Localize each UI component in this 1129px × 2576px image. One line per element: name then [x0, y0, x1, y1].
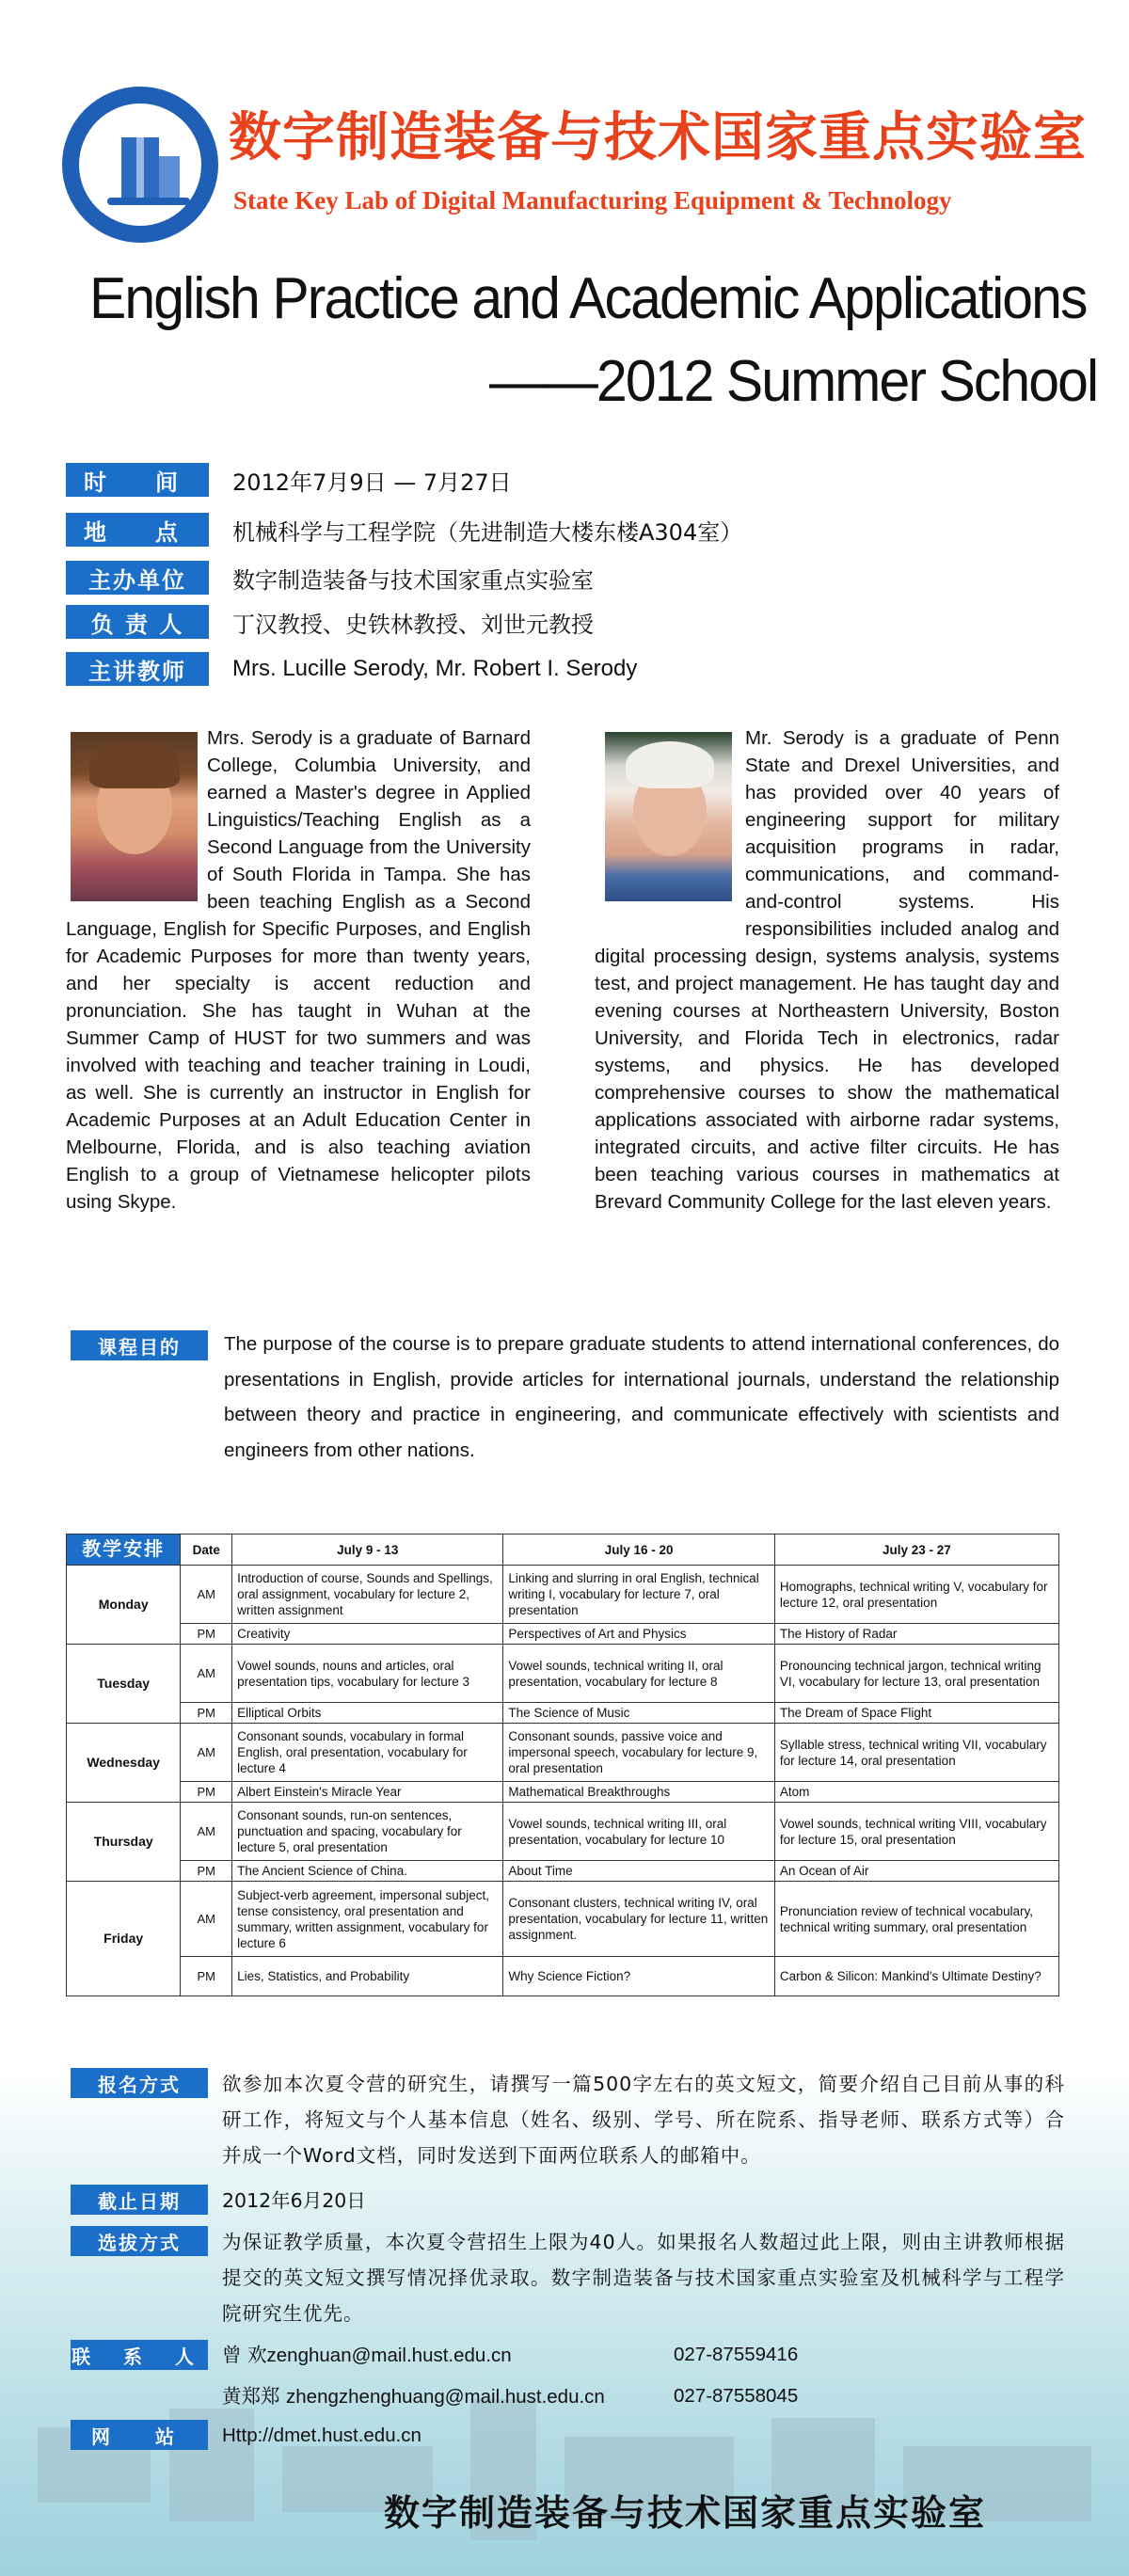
schedule-table — [66, 1534, 1059, 1996]
selection-text: 为保证教学质量，本次夏令营招生上限为40人。如果报名人数超过此上限，则由主讲教师根据提交的英文短文撰写情况择优录取。数字制造装备与技术国家重点实验室及机械科学与工程学院研究生优先。 — [222, 2231, 1065, 2325]
info-label-time: 时 间 — [66, 463, 209, 497]
table-row — [67, 1645, 1059, 1703]
deadline-value: 2012年6月20日 — [222, 2189, 366, 2212]
schedule-cell: Consonant sounds, vocabulary in formal English, oral presentation, vocabulary for lecture 4 — [232, 1724, 503, 1782]
schedule-period: AM — [181, 1645, 232, 1703]
schedule-day: Friday — [67, 1882, 181, 1996]
signup-text: 欲参加本次夏令营的研究生，请撰写一篇500字左右的英文短文，简要介绍自己目前从事的科研工作，将短文与个人基本信息（姓名、级别、学号、所在院系、指导老师、联系方式等）合并成一个Word文档，同时发送到下面两位联系人的邮箱中。 — [222, 2073, 1065, 2167]
contact-label: 联 系 人 — [71, 2340, 208, 2370]
schedule-period: AM — [181, 1566, 232, 1624]
schedule-col-week3: July 23 - 27 — [774, 1534, 1058, 1566]
schedule-cell: Atom — [774, 1782, 1058, 1803]
signup-label: 报名方式 — [71, 2068, 208, 2098]
contact-line-2 — [222, 2378, 605, 2415]
schedule-cell: Lies, Statistics, and Probability — [232, 1957, 503, 1996]
schedule-cell: Subject-verb agreement, impersonal subject, tense consistency, oral presentation and summary, written assignment, vocabulary for lecture 6 — [232, 1882, 503, 1957]
schedule-cell: Pronouncing technical jargon, technical writing VI, vocabulary for lecture 13, oral presentation — [774, 1645, 1058, 1703]
schedule-cell: Homographs, technical writing V, vocabulary for lecture 12, oral presentation — [774, 1566, 1058, 1624]
contact-2-email[interactable]: zhengzhenghuang@mail.hust.edu.cn — [286, 2386, 605, 2408]
info-label-place: 地 点 — [66, 513, 209, 547]
bio-lucille — [66, 724, 531, 1216]
schedule-cell: Consonant sounds, run-on sentences, punctuation and spacing, vocabulary for lecture 5, oral presentation — [232, 1803, 503, 1861]
table-row — [67, 1566, 1059, 1624]
schedule-day: Wednesday — [67, 1724, 181, 1803]
contact-2-phone: 027-87558045 — [674, 2385, 799, 2407]
schedule-col-date: Date — [181, 1534, 232, 1566]
lab-title-chinese: 数字制造装备与技术国家重点实验室 — [229, 107, 1087, 168]
contact-line-1 — [222, 2337, 512, 2374]
schedule-cell: Vowel sounds, technical writing VIII, vocabulary for lecture 15, oral presentation — [774, 1803, 1058, 1861]
main-title-line1: English Practice and Academic Applications — [89, 266, 1087, 331]
schedule-header-row — [67, 1534, 1059, 1566]
schedule-label: 教学安排 — [67, 1534, 181, 1566]
schedule-cell: Albert Einstein's Miracle Year — [232, 1782, 503, 1803]
main-title-line2: ——2012 Summer School — [489, 349, 1098, 414]
info-value-organizer: 数字制造装备与技术国家重点实验室 — [232, 566, 594, 594]
schedule-period: AM — [181, 1882, 232, 1957]
schedule-cell: The History of Radar — [774, 1624, 1058, 1645]
schedule-cell: Vowel sounds, technical writing III, oral presentation, vocabulary for lecture 10 — [503, 1803, 774, 1861]
schedule-cell: Vowel sounds, technical writing II, oral presentation, vocabulary for lecture 8 — [503, 1645, 774, 1703]
info-label-lecturers: 主讲教师 — [66, 652, 209, 686]
schedule-period: PM — [181, 1624, 232, 1645]
schedule-cell: Vowel sounds, nouns and articles, oral presentation tips, vocabulary for lecture 3 — [232, 1645, 503, 1703]
website-link[interactable]: Http://dmet.hust.edu.cn — [222, 2425, 421, 2446]
table-row — [67, 1724, 1059, 1782]
info-value-place: 机械科学与工程学院（先进制造大楼东楼A304室） — [232, 518, 743, 546]
selection-label: 选拔方式 — [71, 2226, 208, 2256]
schedule-cell: Creativity — [232, 1624, 503, 1645]
schedule-cell: Consonant clusters, technical writing IV, oral presentation, vocabulary for lecture 11, written assignment. — [503, 1882, 774, 1957]
schedule-cell: The Ancient Science of China. — [232, 1861, 503, 1882]
schedule-day: Tuesday — [67, 1645, 181, 1724]
schedule-day: Thursday — [67, 1803, 181, 1882]
info-label-organizer: 主办单位 — [66, 561, 209, 595]
bio-robert — [595, 724, 1059, 1216]
schedule-cell: Elliptical Orbits — [232, 1703, 503, 1724]
purpose-text: The purpose of the course is to prepare graduate students to attend international conferences, do presentations in English, provide articles for international journals, understand the relationship between theory and practice in engineering, and communicate effectively with scientists and engineers from other nations. — [224, 1333, 1059, 1461]
schedule-cell: Linking and slurring in oral English, technical writing I, vocabulary for lecture 7, oral presentation — [503, 1566, 774, 1624]
contact-2-name: 黄郑郑 — [222, 2385, 280, 2408]
schedule-cell: Mathematical Breakthroughs — [503, 1782, 774, 1803]
schedule-day: Monday — [67, 1566, 181, 1645]
contact-1-phone: 027-87559416 — [674, 2344, 799, 2365]
schedule-period: PM — [181, 1861, 232, 1882]
schedule-cell: Carbon & Silicon: Mankind's Ultimate Destiny? — [774, 1957, 1058, 1996]
info-label-responsible: 负 责 人 — [66, 605, 209, 639]
contact-1-name: 曾 欢 — [222, 2344, 267, 2366]
footer-lab-name: 数字制造装备与技术国家重点实验室 — [384, 2492, 987, 2534]
table-row — [67, 1624, 1059, 1645]
schedule-period: AM — [181, 1803, 232, 1861]
schedule-cell: Syllable stress, technical writing VII, vocabulary for lecture 14, oral presentation — [774, 1724, 1058, 1782]
lab-title-english: State Key Lab of Digital Manufacturing Equipment & Technology — [233, 186, 952, 215]
schedule-cell: Introduction of course, Sounds and Spellings, oral assignment, vocabulary for lecture 2, written assignment — [232, 1566, 503, 1624]
table-row — [67, 1703, 1059, 1724]
schedule-cell: The Dream of Space Flight — [774, 1703, 1058, 1724]
table-row — [67, 1957, 1059, 1996]
schedule-cell: The Science of Music — [503, 1703, 774, 1724]
contact-1-email[interactable]: zenghuan@mail.hust.edu.cn — [266, 2345, 512, 2366]
schedule-cell: Pronunciation review of technical vocabulary, technical writing summary, oral presentation — [774, 1882, 1058, 1957]
website-label: 网 站 — [71, 2420, 208, 2450]
bio-robert-text: Mr. Serody is a graduate of Penn State and Drexel Universities, and has provided over 40 years of engineering support for military acquisition programs in radar, communications, and command-and-control systems. His responsibilities included analog and digital processing design, systems analysis, systems test, and project management. He has taught day and evening courses at Northeastern University, Boston University, and Florida Tech in electronics, radar systems, and physics. He has developed comprehensive courses to show the mathematical applications associated with airborne radar systems, integrated circuits, and active filter circuits. He has been teaching various courses in mathematics at Brevard Community College for the last eleven years. — [595, 727, 1059, 1213]
table-row — [67, 1782, 1059, 1803]
schedule-cell: Why Science Fiction? — [503, 1957, 774, 1996]
table-row — [67, 1882, 1059, 1957]
schedule-period: PM — [181, 1703, 232, 1724]
info-value-responsible: 丁汉教授、史铁林教授、刘世元教授 — [232, 611, 594, 638]
deadline-label: 截止日期 — [71, 2185, 208, 2215]
schedule-cell: Consonant sounds, passive voice and impersonal speech, vocabulary for lecture 9, oral presentation — [503, 1724, 774, 1782]
bio-lucille-text: Mrs. Serody is a graduate of Barnard College, Columbia University, and earned a Master's degree in Applied Linguistics/Teaching English as a Second Language from the University of South Florida in Tampa. She has been teaching English as a Second Language, English for Specific Purposes, and English for Academic Purposes for more than twenty years, and her specialty is accent reduction and pronunciation. She has taught in Wuhan at the Summer Camp of HUST for two summers and was involved with teaching and teacher training in Loudi, as well. She is currently an instructor in English for Academic Purposes at an Adult Education Center in Melbourne, Florida, and is also teaching aviation English to a group of Vietnamese helicopter pilots using Skype. — [66, 727, 531, 1213]
table-row — [67, 1803, 1059, 1861]
schedule-col-week1: July 9 - 13 — [232, 1534, 503, 1566]
info-value-time: 2012年7月9日 — 7月27日 — [232, 469, 512, 496]
schedule-period: PM — [181, 1957, 232, 1996]
schedule-period: PM — [181, 1782, 232, 1803]
schedule-cell: An Ocean of Air — [774, 1861, 1058, 1882]
schedule-cell: About Time — [503, 1861, 774, 1882]
purpose-label: 课程目的 — [71, 1330, 208, 1360]
schedule-period: AM — [181, 1724, 232, 1782]
schedule-cell: Perspectives of Art and Physics — [503, 1624, 774, 1645]
schedule-col-week2: July 16 - 20 — [503, 1534, 774, 1566]
lab-logo-icon — [62, 87, 218, 243]
info-value-lecturers: Mrs. Lucille Serody, Mr. Robert I. Serody — [232, 656, 638, 681]
table-row — [67, 1861, 1059, 1882]
